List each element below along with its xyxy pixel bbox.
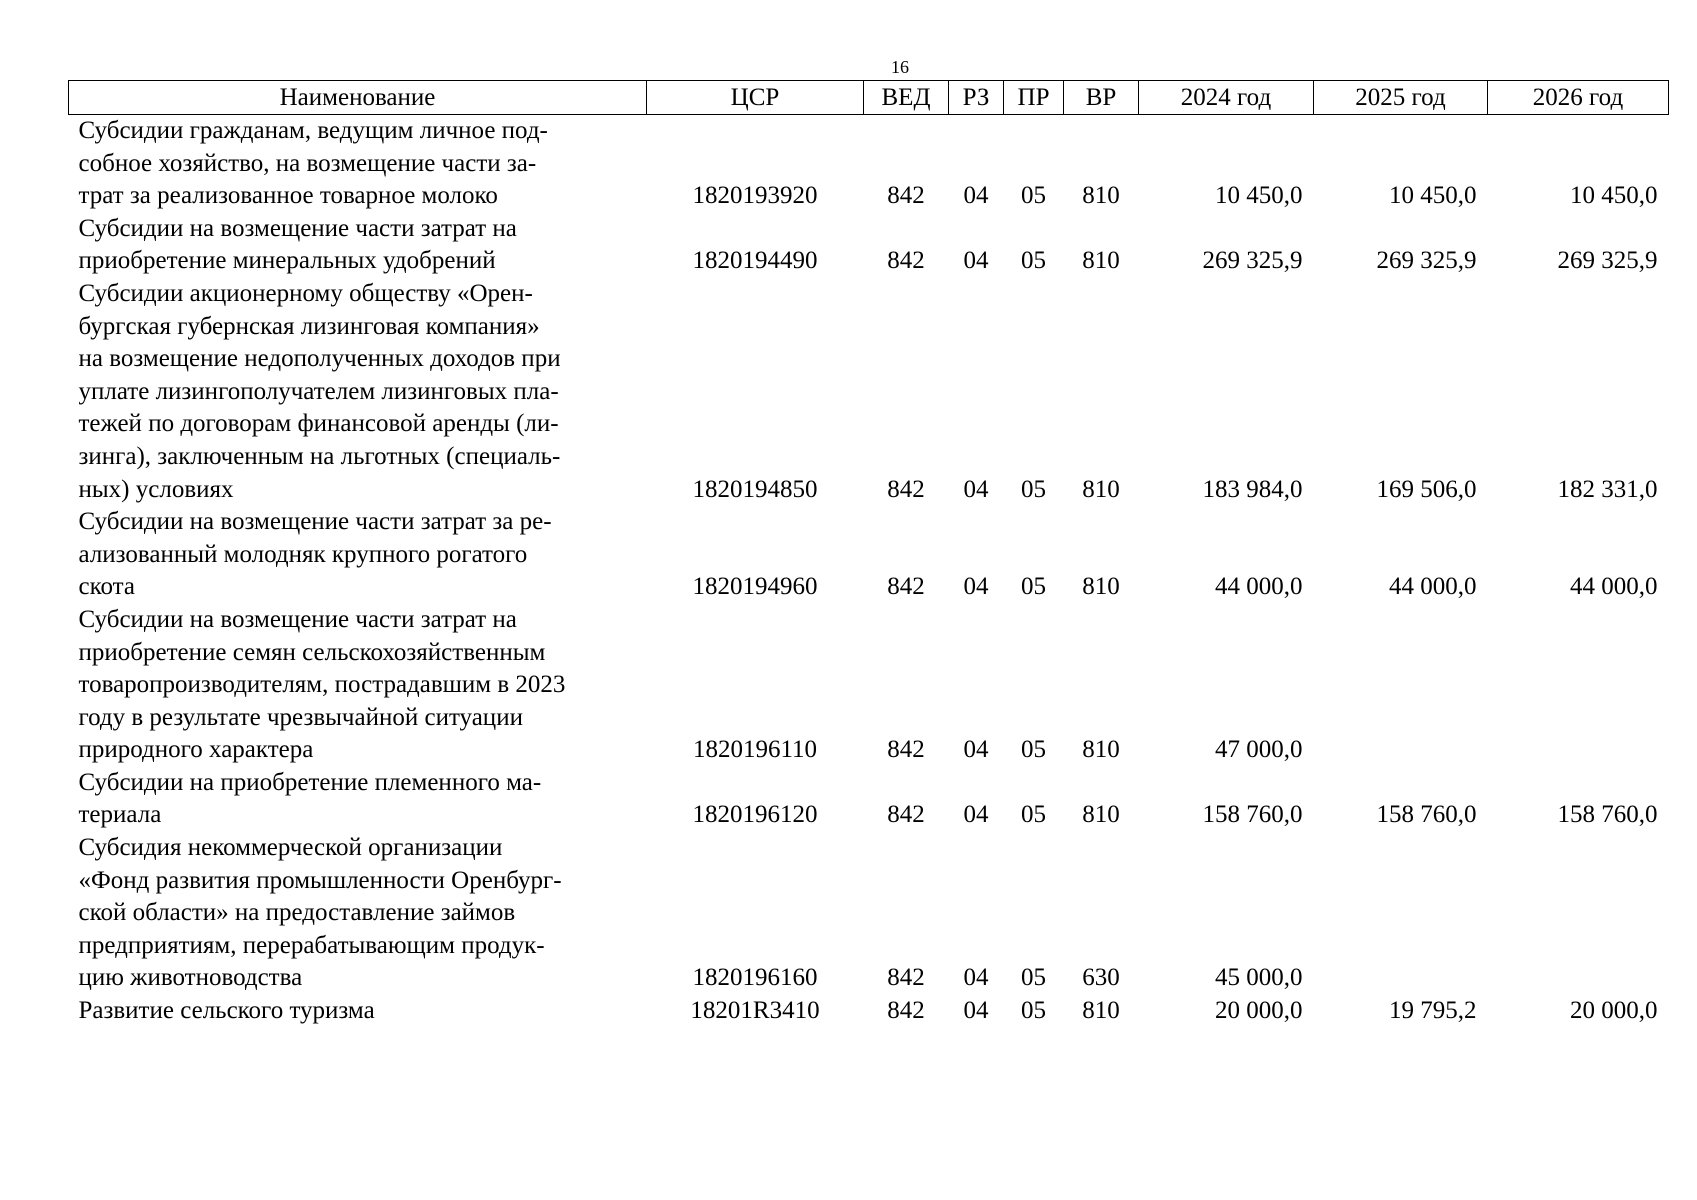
cell-rz: 04 <box>963 736 989 764</box>
cell-vr: 810 <box>1082 475 1120 503</box>
cell-pr: 05 <box>1021 182 1046 210</box>
cell-name <box>69 115 647 213</box>
name-line: цию животноводства <box>78 964 303 992</box>
cell-2024: 47 000,0 <box>1215 736 1303 764</box>
name-line: природного характера <box>78 736 314 764</box>
cell-csr: 1820196110 <box>692 736 818 764</box>
cell-pr: 05 <box>1021 964 1046 992</box>
cell-rz: 04 <box>963 997 989 1025</box>
cell-rz: 04 <box>963 182 989 210</box>
cell-ved: 842 <box>887 247 925 275</box>
header-pr: ПР <box>1004 81 1064 115</box>
name-line: Развитие сельского туризма <box>78 997 375 1025</box>
cell-csr: 1820194490 <box>692 247 818 275</box>
cell-ved: 842 <box>887 736 925 764</box>
cell-pr: 05 <box>1021 801 1046 829</box>
name-line: зинга), заключенным на льготных (специаль- <box>78 442 561 470</box>
cell-2025 <box>1314 604 1488 767</box>
name-line: Субсидии акционерному обществу «Орен- <box>78 279 533 307</box>
table-row <box>69 995 1669 1028</box>
cell-2025: 44 000,0 <box>1389 573 1477 601</box>
cell-csr: 1820194850 <box>692 475 818 503</box>
cell-vr: 630 <box>1082 964 1120 992</box>
cell-csr: 1820193920 <box>692 182 818 210</box>
cell-ved: 842 <box>887 475 925 503</box>
cell-vr: 810 <box>1082 736 1120 764</box>
cell-vr: 810 <box>1082 801 1120 829</box>
cell-2026: 10 450,0 <box>1570 182 1658 210</box>
cell-name <box>69 278 647 506</box>
cell-2026 <box>1488 604 1669 767</box>
cell-2026: 182 331,0 <box>1557 475 1658 503</box>
table-row <box>69 604 1669 767</box>
cell-rz: 04 <box>963 475 989 503</box>
cell-csr: 1820196160 <box>692 964 818 992</box>
name-line: уплате лизингополучателем лизинговых пла- <box>78 377 559 405</box>
header-ved: ВЕД <box>864 81 949 115</box>
name-line: приобретение семян сельскохозяйственным <box>78 638 546 666</box>
name-line: ской области» на предоставление займов <box>78 899 516 927</box>
table-row <box>69 767 1669 832</box>
cell-rz: 04 <box>963 801 989 829</box>
cell-name <box>69 506 647 604</box>
header-rz: РЗ <box>949 81 1004 115</box>
budget-table <box>68 80 1669 1028</box>
cell-2024: 20 000,0 <box>1215 997 1303 1025</box>
cell-pr: 05 <box>1021 736 1046 764</box>
header-2026: 2026 год <box>1488 81 1669 115</box>
cell-2026 <box>1488 832 1669 995</box>
cell-vr: 810 <box>1082 182 1120 210</box>
cell-2024: 158 760,0 <box>1202 801 1303 829</box>
cell-csr: 1820194960 <box>692 573 818 601</box>
header-2025: 2025 год <box>1314 81 1488 115</box>
cell-pr: 05 <box>1021 247 1046 275</box>
name-line: Субсидии на возмещение части затрат на <box>78 605 517 633</box>
name-line: скота <box>78 573 135 601</box>
name-line: Субсидии на возмещение части затрат на <box>78 214 517 242</box>
cell-pr: 05 <box>1021 475 1046 503</box>
header-name: Наименование <box>69 81 647 115</box>
cell-2025 <box>1314 832 1488 995</box>
name-line: трат за реализованное товарное молоко <box>78 182 498 210</box>
table-row <box>69 506 1669 604</box>
table-row <box>69 115 1669 213</box>
cell-pr: 05 <box>1021 997 1046 1025</box>
table-row <box>69 278 1669 506</box>
cell-ved: 842 <box>887 182 925 210</box>
cell-vr: 810 <box>1082 247 1120 275</box>
table-row <box>69 213 1669 278</box>
cell-name <box>69 604 647 767</box>
name-line: Субсидии гражданам, ведущим личное под- <box>78 117 548 144</box>
cell-name <box>69 213 647 278</box>
name-line: собное хозяйство, на возмещение части за- <box>78 149 537 177</box>
cell-rz: 04 <box>963 573 989 601</box>
name-line: Субсидия некоммерческой организации <box>78 834 503 862</box>
name-line: «Фонд развития промышленности Оренбург- <box>78 866 562 894</box>
table-body <box>69 115 1669 1028</box>
name-line: Субсидии на возмещение части затрат за ре- <box>78 508 552 536</box>
cell-csr: 1820196120 <box>692 801 818 829</box>
cell-2025: 10 450,0 <box>1389 182 1477 210</box>
cell-csr: 18201R3410 <box>690 997 820 1025</box>
name-line: на возмещение недополученных доходов при <box>78 345 561 373</box>
cell-pr: 05 <box>1021 573 1046 601</box>
cell-name <box>69 995 647 1028</box>
cell-2024: 10 450,0 <box>1215 182 1303 210</box>
cell-2024: 269 325,9 <box>1202 247 1303 275</box>
cell-2026: 44 000,0 <box>1570 573 1658 601</box>
header-2024: 2024 год <box>1139 81 1314 115</box>
name-line: ализованный молодняк крупного рогатого <box>78 540 528 568</box>
cell-name <box>69 767 647 832</box>
table-header <box>69 81 1669 115</box>
header-row <box>69 81 1669 115</box>
cell-2026: 158 760,0 <box>1557 801 1658 829</box>
cell-2026: 269 325,9 <box>1557 247 1658 275</box>
cell-ved: 842 <box>887 997 925 1025</box>
page-number: 16 <box>891 57 909 77</box>
name-line: Субсидии на приобретение племенного ма- <box>78 768 542 796</box>
name-line: ных) условиях <box>78 475 234 503</box>
cell-2025: 269 325,9 <box>1376 247 1477 275</box>
cell-2024: 183 984,0 <box>1202 475 1303 503</box>
header-csr: ЦСР <box>647 81 864 115</box>
name-line: приобретение минеральных удобрений <box>78 247 496 275</box>
name-line: териала <box>78 801 162 829</box>
cell-2026: 20 000,0 <box>1570 997 1658 1025</box>
name-line: предприятиям, перерабатывающим продук- <box>78 931 545 959</box>
name-line: товаропроизводителям, пострадавшим в 2023 <box>78 671 566 699</box>
name-line: году в результате чрезвычайной ситуации <box>78 703 523 731</box>
cell-2025: 158 760,0 <box>1376 801 1477 829</box>
cell-2024: 45 000,0 <box>1215 964 1303 992</box>
cell-2025: 169 506,0 <box>1376 475 1477 503</box>
cell-rz: 04 <box>963 247 989 275</box>
cell-rz: 04 <box>963 964 989 992</box>
cell-ved: 842 <box>887 964 925 992</box>
cell-vr: 810 <box>1082 573 1120 601</box>
cell-2024: 44 000,0 <box>1215 573 1303 601</box>
cell-ved: 842 <box>887 801 925 829</box>
cell-vr: 810 <box>1082 997 1120 1025</box>
name-line: бургская губернская лизинговая компания» <box>78 312 540 340</box>
name-line: тежей по договорам финансовой аренды (ли- <box>78 410 559 438</box>
header-vr: ВР <box>1064 81 1139 115</box>
table-row <box>69 832 1669 995</box>
cell-name <box>69 832 647 995</box>
cell-2025: 19 795,2 <box>1389 997 1477 1025</box>
cell-ved: 842 <box>887 573 925 601</box>
